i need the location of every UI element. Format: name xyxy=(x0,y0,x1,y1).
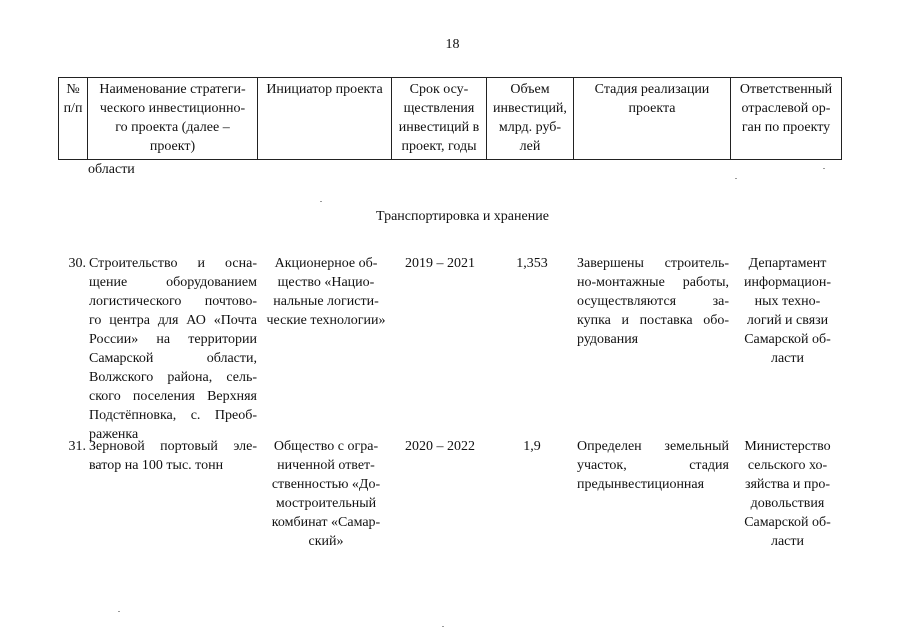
scan-speck xyxy=(442,626,444,627)
project-name: Строительство и осна- щение оборудованием логистического почтово- го центра для АО «Почта России» на территории Самарской области, Волжского района, сель- ского поселения Верхняя Подстёпновка, с. Преоб- раженка xyxy=(89,256,257,442)
continuation-text: области xyxy=(88,162,135,177)
project-initiator: Общество с огра- ниченной ответ- ственностью «До- мостроительный комбинат «Самар- ский» xyxy=(271,439,381,549)
project-stage: Определен земельный участок, стадия предынвестиционная xyxy=(577,439,729,492)
scan-speck xyxy=(320,201,322,202)
table-header xyxy=(58,77,842,160)
page-number: 18 xyxy=(445,37,460,52)
row-number: 31. xyxy=(68,439,86,454)
investment-volume: 1,353 xyxy=(516,256,548,271)
scan-speck xyxy=(735,178,737,179)
investment-term: 2019 – 2021 xyxy=(405,256,475,271)
header-volume: Объем инвестиций, млрд. руб- лей xyxy=(487,78,574,160)
project-initiator: Акционерное об- щество «Нацио- нальные логисти- ческие технологии» xyxy=(266,256,386,328)
row-number: 30. xyxy=(68,256,86,271)
section-title: Транспортировка и хранение xyxy=(376,209,549,224)
responsible-org: Министерство сельского хо- зяйства и про- довольствия Самарской об- ласти xyxy=(744,439,831,549)
investment-volume: 1,9 xyxy=(523,439,541,454)
responsible-org: Департамент информацион- ных техно- логий и связи Самарской об- ласти xyxy=(744,256,831,366)
header-project-name: Наименование стратеги- ческого инвестиционно- го проекта (далее – проект) xyxy=(88,78,258,160)
header-org: Ответственный отраслевой ор- ган по проекту xyxy=(731,78,842,160)
scan-speck xyxy=(823,168,825,169)
project-stage: Завершены строитель- но-монтажные работы, осуществляются за- купка и поставка обо- рудования xyxy=(577,256,729,347)
project-name: Зерновой портовый эле- ватор на 100 тыс. тонн xyxy=(89,439,257,473)
header-term: Срок осу- ществления инвестиций в проект, годы xyxy=(392,78,487,160)
scan-speck xyxy=(118,611,120,612)
investment-term: 2020 – 2022 xyxy=(405,439,475,454)
header-num: № п/п xyxy=(59,78,88,160)
header-stage: Стадия реализации проекта xyxy=(574,78,731,160)
header-initiator: Инициатор проекта xyxy=(258,78,392,160)
